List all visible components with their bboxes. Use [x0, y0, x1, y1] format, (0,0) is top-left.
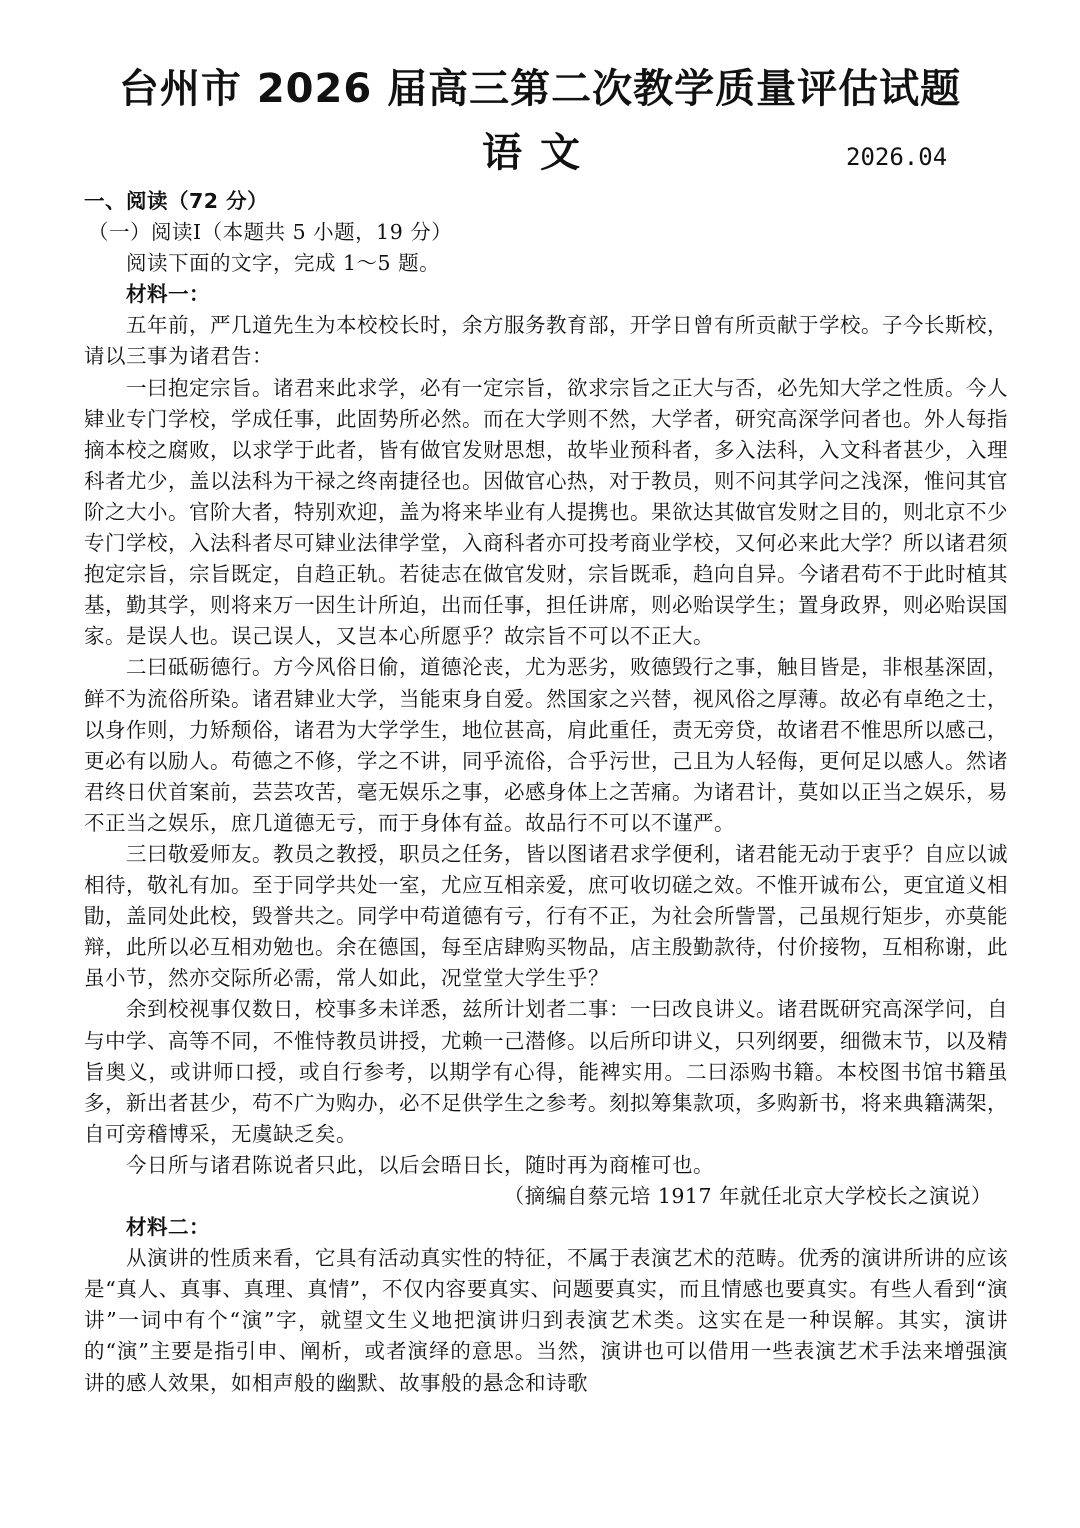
exam-title: 台州市 2026 届高三第二次教学质量评估试题 [118, 66, 962, 112]
material-one-source: （摘编自蔡元培 1917 年就任北京大学校长之演说） [503, 1184, 992, 1208]
section-subheading: （一）阅读Ⅰ（本题共 5 小题，19 分） [88, 220, 453, 245]
material-one-paragraph: 三曰敬爱师友。教员之教授，职员之任务，皆以图诸君求学便利，诸君能无动于衷乎？自应以诚相待，敬礼有加。至于同学共处一室，尤应互相亲爱，庶可收切磋之效。不惟开诚布公，更宜道义相勖，盖同处此校，毁誉共之。同学中苟道德有亏，行有不正，为社会所訾詈，己虽规行矩步，亦莫能辩，此所以必互相劝勉也。余在德国，每至店肆购买物品，店主殷勤款待，付价接物，互相称谢，此虽小节，然亦交际所必需，常人如此，况堂堂大学生乎？ [84, 841, 1008, 991]
material-one-paragraph: 五年前，严几道先生为本校校长时，余方服务教育部，开学日曾有所贡献于学校。子今长斯校，请以三事为诸君告： [84, 313, 1008, 369]
reading-instruction: 阅读下面的文字，完成 1～5 题。 [126, 251, 441, 276]
material-one-paragraph: 一曰抱定宗旨。诸君来此求学，必有一定宗旨，欲求宗旨之正大与否，必先知大学之性质。今人肄业专门学校，学成任事，此固势所必然。而在大学则不然，大学者，研究高深学问者也。外人每指摘本校之腐败，以求学于此者，皆有做官发财思想，故毕业预科者，多入法科，入文科者甚少，入理科者尤少，盖以法科为干禄之终南捷径也。因做官心热，对于教员，则不问其学问之浅深，惟问其官阶之大小。官阶大者，特别欢迎，盖为将来毕业有人提携也。果欲达其做官发财之目的，则北京不少专门学校，入法科者尽可肄业法律学堂，入商科者亦可投考商业学校，又何必来此大学？所以诸君须抱定宗旨，宗旨既定，自趋正轨。若徒志在做官发财，宗旨既乖，趋向自异。今诸君苟不于此时植其基，勤其学，则将来万一因生计所迫，出而任事，担任讲席，则必贻误学生；置身政界，则必贻误国家。是误人也。误己误人，又岂本心所愿乎？故宗旨不可以不正大。 [84, 375, 1008, 649]
exam-date: 2026.04 [846, 143, 948, 171]
exam-body [84, 186, 1008, 1399]
material-one-paragraph: 二曰砥砺德行。方今风俗日偷，道德沦丧，尤为恶劣，败德毁行之事，触目皆是，非根基深固，鲜不为流俗所染。诸君肄业大学，当能束身自爱。然国家之兴替，视风俗之厚薄。故必有卓绝之士，以身作则，力矫颓俗，诸君为大学学生，地位甚高，肩此重任，责无旁贷，故诸君不惟思所以感己，更必有以励人。苟德之不修，学之不讲，同乎流俗，合乎污世，己且为人轻侮，更何足以感人。然诸君终日伏首案前，芸芸攻苦，毫无娱乐之事，必感身体上之苦痛。为诸君计，莫如以正当之娱乐，易不正当之娱乐，庶几道德无亏，而于身体有益。故品行不可以不谨严。 [84, 655, 1008, 835]
material-two-paragraph: 从演讲的性质来看，它具有活动真实性的特征，不属于表演艺术的范畴。优秀的演讲所讲的应该是“真人、真事、真理、真情”，不仅内容要真实、问题要真实，而且情感也要真实。有些人看到“演讲”一词中有个“演”字，就望文生义地把演讲归到表演艺术类。这实在是一种误解。其实，演讲的“演”主要是指引申、阐析，或者演绎的意思。当然，演讲也可以借用一些表演艺术手法来增强演讲的感人效果，如相声般的幽默、故事般的悬念和诗歌 [84, 1246, 1008, 1395]
material-two-label: 材料二： [126, 1215, 210, 1240]
material-one-paragraph: 今日所与诸君陈说者只此，以后会晤日长，随时再为商榷可也。 [126, 1152, 714, 1177]
material-one-paragraph: 余到校视事仅数日，校事多未详悉，兹所计划者二事：一曰改良讲义。诸君既研究高深学问，自与中学、高等不同，不惟恃教员讲授，尤赖一己潜修。以后所印讲义，只列纲要，细微末节，以及精旨奥义，或讲师口授，或自行参考，以期学有心得，能裨实用。二曰添购书籍。本校图书馆书籍虽多，新出者甚少，苟不广为购办，必不足供学生之参考。刻拟筹集款项，多购新书，将来典籍满架，自可旁稽博采，无虞缺乏矣。 [84, 997, 1008, 1146]
material-one-label: 材料一： [126, 282, 210, 307]
subject-title: 语文 [482, 130, 598, 176]
section-heading: 一、阅读（72 分） [84, 189, 269, 213]
